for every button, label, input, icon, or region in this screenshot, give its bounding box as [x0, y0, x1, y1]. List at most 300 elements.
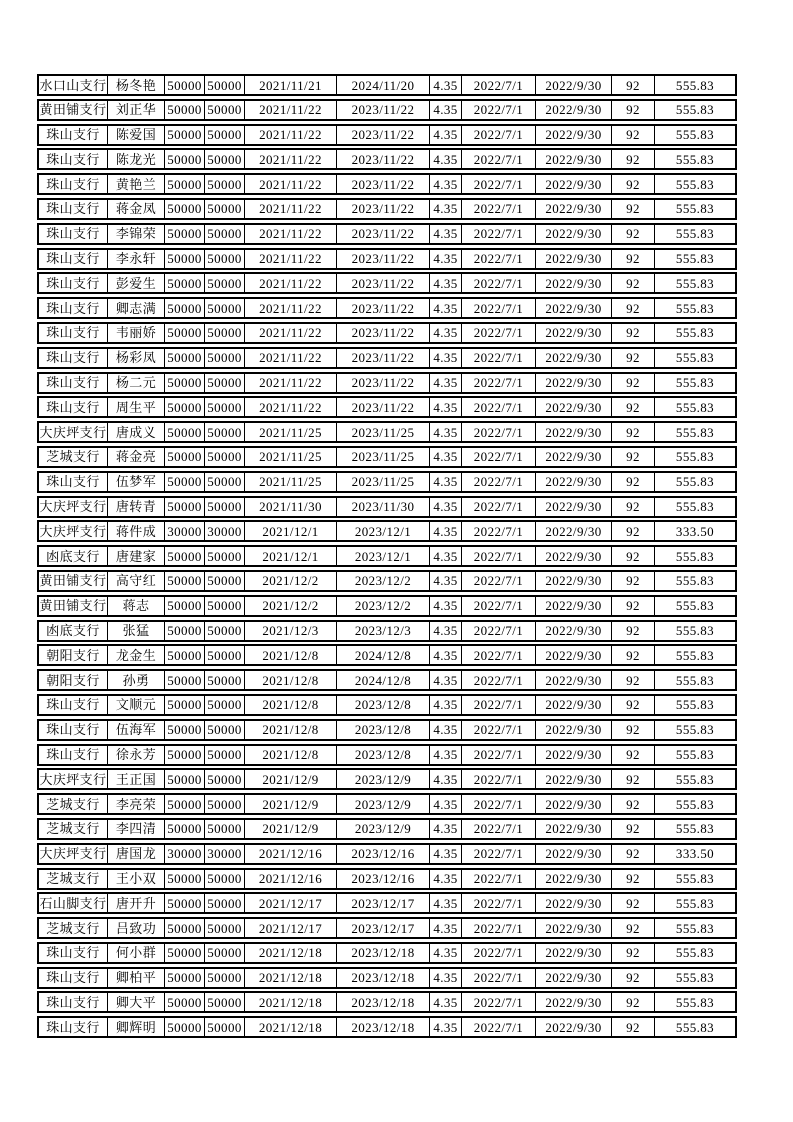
cell-interest-amount: 555.83 — [675, 573, 715, 589]
cell-branch: 大庆坪支行 — [39, 523, 107, 539]
cell-maturity-date: 2023/12/9 — [337, 795, 430, 813]
cell-interest-rate: 4.35 — [430, 398, 462, 416]
cell-balance-amount: 50000 — [205, 721, 245, 739]
cell-principal-amount: 50000 — [165, 274, 205, 292]
cell-interest-amount: 555.83 — [675, 895, 715, 911]
cell-branch: 芝城支行 — [39, 870, 108, 888]
cell-maturity-date: 2024/12/8 — [337, 646, 430, 664]
cell-accrual-start-date: 2022/7/1 — [462, 299, 536, 317]
cell-accrual-start-date: 2022/7/1 — [462, 398, 536, 416]
cell-start-date: 2021/12/8 — [245, 646, 337, 664]
cell-maturity-date: 2023/11/22 — [337, 150, 430, 168]
cell-days-count: 92 — [612, 746, 655, 764]
cell-depositor-name: 卿大平 — [108, 993, 165, 1011]
cell-balance-amount: 50000 — [205, 671, 245, 689]
cell-accrual-end-date: 2022/9/30 — [536, 845, 612, 863]
cell-principal-amount: 50000 — [165, 126, 205, 144]
cell-accrual-start-date: 2022/7/1 — [462, 671, 536, 689]
cell-principal-amount: 50000 — [165, 349, 205, 367]
cell-accrual-end-date: 2022/9/30 — [536, 498, 612, 516]
cell-start-date: 2021/11/25 — [245, 473, 337, 491]
cell-accrual-end-date: 2022/9/30 — [536, 622, 612, 640]
cell-accrual-start-date: 2022/7/1 — [462, 101, 536, 119]
cell-accrual-end-date: 2022/9/30 — [536, 870, 612, 888]
cell-accrual-start-date: 2022/7/1 — [462, 944, 536, 962]
cell-interest-amount: 555.83 — [675, 647, 715, 663]
cell-start-date: 2021/11/22 — [245, 150, 337, 168]
cell-maturity-date: 2023/11/22 — [337, 200, 430, 218]
cell-interest-rate: 4.35 — [430, 795, 462, 813]
cell-interest-rate: 4.35 — [430, 473, 462, 491]
cell-branch: 珠山支行 — [39, 200, 108, 218]
cell-start-date: 2021/11/22 — [245, 324, 337, 342]
table-row — [37, 744, 737, 766]
cell-interest-rate: 4.35 — [430, 250, 462, 268]
cell-accrual-end-date: 2022/9/30 — [536, 969, 612, 987]
cell-branch: 大庆坪支行 — [39, 771, 107, 787]
cell-principal-amount: 50000 — [165, 423, 205, 441]
cell-maturity-date: 2023/12/8 — [337, 746, 430, 764]
cell-principal-amount: 50000 — [165, 919, 205, 937]
cell-depositor-name: 王小双 — [108, 870, 165, 888]
cell-days-count: 92 — [612, 547, 655, 565]
cell-days-count: 92 — [612, 126, 655, 144]
cell-days-count: 92 — [612, 597, 655, 615]
cell-maturity-date: 2023/12/8 — [337, 696, 430, 714]
cell-balance-amount: 50000 — [205, 175, 245, 193]
cell-balance-amount: 50000 — [205, 274, 245, 292]
cell-days-count: 92 — [612, 250, 655, 268]
cell-depositor-name: 唐开升 — [108, 894, 165, 912]
table-row — [37, 545, 737, 567]
cell-interest-amount: 555.83 — [675, 747, 715, 763]
cell-interest-rate: 4.35 — [430, 522, 462, 540]
cell-balance-amount: 50000 — [205, 993, 245, 1011]
table-row — [37, 1016, 737, 1038]
cell-balance-amount: 50000 — [205, 250, 245, 268]
cell-accrual-start-date: 2022/7/1 — [462, 572, 536, 590]
cell-maturity-date: 2023/12/1 — [337, 522, 430, 540]
cell-accrual-start-date: 2022/7/1 — [462, 175, 536, 193]
cell-accrual-start-date: 2022/7/1 — [462, 919, 536, 937]
cell-principal-amount: 50000 — [165, 374, 205, 392]
cell-branch: 芝城支行 — [39, 795, 108, 813]
cell-interest-rate: 4.35 — [430, 324, 462, 342]
cell-branch: 朝阳支行 — [39, 671, 108, 689]
cell-start-date: 2021/12/1 — [245, 522, 337, 540]
cell-start-date: 2021/12/2 — [245, 572, 337, 590]
cell-interest-rate: 4.35 — [430, 225, 462, 243]
cell-days-count: 92 — [612, 944, 655, 962]
cell-maturity-date: 2024/12/8 — [337, 671, 430, 689]
cell-balance-amount: 50000 — [205, 746, 245, 764]
cell-branch: 珠山支行 — [39, 944, 108, 962]
table-row — [37, 248, 737, 270]
cell-maturity-date: 2023/11/22 — [337, 398, 430, 416]
cell-start-date: 2021/11/25 — [245, 423, 337, 441]
cell-interest-amount: 555.83 — [675, 300, 715, 316]
cell-balance-amount: 50000 — [205, 622, 245, 640]
cell-branch: 珠山支行 — [39, 1018, 108, 1036]
cell-interest-rate: 4.35 — [430, 547, 462, 565]
cell-accrual-end-date: 2022/9/30 — [536, 76, 612, 94]
cell-depositor-name: 蒋志 — [108, 597, 165, 615]
cell-accrual-end-date: 2022/9/30 — [536, 671, 612, 689]
cell-branch: 珠山支行 — [39, 299, 108, 317]
cell-principal-amount: 50000 — [165, 1018, 205, 1036]
cell-accrual-start-date: 2022/7/1 — [462, 473, 536, 491]
cell-days-count: 92 — [612, 175, 655, 193]
cell-balance-amount: 50000 — [205, 944, 245, 962]
cell-depositor-name: 唐国龙 — [108, 845, 165, 863]
table-row — [37, 99, 737, 121]
cell-accrual-start-date: 2022/7/1 — [462, 200, 536, 218]
cell-interest-amount: 555.83 — [675, 399, 715, 415]
cell-interest-rate: 4.35 — [430, 746, 462, 764]
cell-balance-amount: 50000 — [205, 969, 245, 987]
cell-accrual-start-date: 2022/7/1 — [462, 547, 536, 565]
cell-start-date: 2021/11/30 — [245, 498, 337, 516]
cell-days-count: 92 — [612, 894, 655, 912]
cell-balance-amount: 50000 — [205, 374, 245, 392]
cell-principal-amount: 50000 — [165, 473, 205, 491]
cell-balance-amount: 50000 — [205, 919, 245, 937]
cell-days-count: 92 — [612, 919, 655, 937]
cell-accrual-start-date: 2022/7/1 — [462, 770, 536, 788]
cell-accrual-end-date: 2022/9/30 — [536, 299, 612, 317]
cell-days-count: 92 — [612, 225, 655, 243]
cell-interest-rate: 4.35 — [430, 200, 462, 218]
cell-start-date: 2021/11/22 — [245, 101, 337, 119]
cell-depositor-name: 何小群 — [108, 944, 165, 962]
cell-accrual-end-date: 2022/9/30 — [536, 894, 612, 912]
cell-interest-amount: 555.83 — [675, 548, 715, 564]
cell-principal-amount: 50000 — [165, 993, 205, 1011]
cell-interest-amount: 555.83 — [675, 275, 715, 291]
cell-accrual-end-date: 2022/9/30 — [536, 795, 612, 813]
cell-maturity-date: 2023/12/1 — [337, 547, 430, 565]
table-row — [37, 843, 737, 865]
cell-start-date: 2021/12/8 — [245, 696, 337, 714]
table-row — [37, 520, 737, 542]
cell-accrual-start-date: 2022/7/1 — [462, 795, 536, 813]
cell-start-date: 2021/12/18 — [245, 993, 337, 1011]
cell-days-count: 92 — [612, 473, 655, 491]
cell-start-date: 2021/11/25 — [245, 448, 337, 466]
cell-start-date: 2021/12/2 — [245, 597, 337, 615]
cell-balance-amount: 30000 — [205, 522, 245, 540]
cell-interest-amount: 555.83 — [675, 945, 715, 961]
cell-accrual-start-date: 2022/7/1 — [462, 646, 536, 664]
cell-principal-amount: 50000 — [165, 547, 205, 565]
cell-start-date: 2021/12/3 — [245, 622, 337, 640]
cell-branch: 黄田铺支行 — [39, 598, 107, 614]
cell-interest-amount: 555.83 — [675, 672, 715, 688]
cell-accrual-end-date: 2022/9/30 — [536, 250, 612, 268]
cell-interest-rate: 4.35 — [430, 597, 462, 615]
cell-principal-amount: 50000 — [165, 770, 205, 788]
cell-days-count: 92 — [612, 101, 655, 119]
cell-depositor-name: 刘正华 — [108, 101, 165, 119]
cell-accrual-end-date: 2022/9/30 — [536, 1018, 612, 1036]
cell-start-date: 2021/11/22 — [245, 126, 337, 144]
cell-branch: 芝城支行 — [39, 820, 108, 838]
cell-depositor-name: 唐建家 — [108, 547, 165, 565]
cell-accrual-end-date: 2022/9/30 — [536, 993, 612, 1011]
cell-balance-amount: 50000 — [205, 398, 245, 416]
cell-days-count: 92 — [612, 721, 655, 739]
table-row — [37, 347, 737, 369]
cell-balance-amount: 50000 — [205, 820, 245, 838]
cell-interest-rate: 4.35 — [430, 498, 462, 516]
cell-accrual-end-date: 2022/9/30 — [536, 423, 612, 441]
cell-accrual-end-date: 2022/9/30 — [536, 746, 612, 764]
cell-depositor-name: 陈龙光 — [108, 150, 165, 168]
cell-depositor-name: 韦丽娇 — [108, 324, 165, 342]
table-row — [37, 322, 737, 344]
cell-balance-amount: 50000 — [205, 547, 245, 565]
cell-maturity-date: 2023/12/18 — [337, 1018, 430, 1036]
cell-principal-amount: 50000 — [165, 969, 205, 987]
cell-interest-rate: 4.35 — [430, 944, 462, 962]
cell-principal-amount: 50000 — [165, 299, 205, 317]
cell-interest-rate: 4.35 — [430, 845, 462, 863]
cell-principal-amount: 30000 — [165, 522, 205, 540]
cell-accrual-start-date: 2022/7/1 — [462, 498, 536, 516]
cell-start-date: 2021/11/22 — [245, 349, 337, 367]
cell-interest-amount: 555.83 — [675, 1019, 715, 1035]
cell-branch: 大庆坪支行 — [39, 424, 107, 440]
cell-start-date: 2021/11/21 — [245, 76, 337, 94]
cell-accrual-start-date: 2022/7/1 — [462, 597, 536, 615]
cell-balance-amount: 50000 — [205, 1018, 245, 1036]
cell-maturity-date: 2023/11/22 — [337, 274, 430, 292]
cell-principal-amount: 50000 — [165, 820, 205, 838]
cell-accrual-end-date: 2022/9/30 — [536, 324, 612, 342]
cell-accrual-start-date: 2022/7/1 — [462, 746, 536, 764]
cell-principal-amount: 50000 — [165, 572, 205, 590]
cell-interest-amount: 555.83 — [675, 325, 715, 341]
cell-principal-amount: 50000 — [165, 597, 205, 615]
cell-accrual-start-date: 2022/7/1 — [462, 894, 536, 912]
cell-start-date: 2021/12/18 — [245, 969, 337, 987]
cell-maturity-date: 2023/12/17 — [337, 894, 430, 912]
table-row — [37, 496, 737, 518]
cell-principal-amount: 50000 — [165, 150, 205, 168]
cell-principal-amount: 50000 — [165, 696, 205, 714]
cell-days-count: 92 — [612, 423, 655, 441]
cell-interest-amount: 555.83 — [675, 499, 715, 515]
table-row — [37, 124, 737, 146]
cell-interest-rate: 4.35 — [430, 894, 462, 912]
cell-branch: 黄田铺支行 — [39, 573, 107, 589]
cell-depositor-name: 卿辉明 — [108, 1018, 165, 1036]
table-row — [37, 297, 737, 319]
cell-depositor-name: 杨彩凤 — [108, 349, 165, 367]
cell-branch: 珠山支行 — [39, 969, 108, 987]
cell-interest-amount: 555.83 — [675, 697, 715, 713]
cell-start-date: 2021/11/22 — [245, 398, 337, 416]
cell-start-date: 2021/11/22 — [245, 225, 337, 243]
table-row — [37, 198, 737, 220]
cell-accrual-start-date: 2022/7/1 — [462, 225, 536, 243]
cell-principal-amount: 50000 — [165, 671, 205, 689]
cell-depositor-name: 李锦荣 — [108, 225, 165, 243]
cell-branch: 珠山支行 — [39, 746, 108, 764]
cell-interest-amount: 555.83 — [675, 771, 715, 787]
deposit-interest-table — [37, 74, 737, 1041]
cell-balance-amount: 50000 — [205, 696, 245, 714]
table-row — [37, 372, 737, 394]
cell-interest-rate: 4.35 — [430, 274, 462, 292]
cell-depositor-name: 蒋金凤 — [108, 200, 165, 218]
cell-accrual-end-date: 2022/9/30 — [536, 597, 612, 615]
cell-start-date: 2021/12/8 — [245, 746, 337, 764]
cell-balance-amount: 50000 — [205, 795, 245, 813]
cell-days-count: 92 — [612, 870, 655, 888]
cell-principal-amount: 50000 — [165, 894, 205, 912]
cell-start-date: 2021/12/18 — [245, 944, 337, 962]
cell-branch: 凼底支行 — [39, 547, 108, 565]
cell-balance-amount: 50000 — [205, 870, 245, 888]
cell-accrual-start-date: 2022/7/1 — [462, 820, 536, 838]
cell-start-date: 2021/12/16 — [245, 870, 337, 888]
cell-days-count: 92 — [612, 845, 655, 863]
cell-balance-amount: 50000 — [205, 498, 245, 516]
cell-depositor-name: 王正国 — [108, 770, 165, 788]
table-row — [37, 818, 737, 840]
cell-branch: 石山脚支行 — [39, 895, 107, 911]
cell-days-count: 92 — [612, 969, 655, 987]
cell-accrual-start-date: 2022/7/1 — [462, 696, 536, 714]
cell-accrual-end-date: 2022/9/30 — [536, 473, 612, 491]
cell-interest-amount: 555.83 — [675, 796, 715, 812]
cell-accrual-end-date: 2022/9/30 — [536, 274, 612, 292]
cell-days-count: 92 — [612, 696, 655, 714]
cell-accrual-end-date: 2022/9/30 — [536, 200, 612, 218]
cell-branch: 大庆坪支行 — [39, 499, 107, 515]
table-row — [37, 74, 737, 96]
cell-principal-amount: 50000 — [165, 175, 205, 193]
cell-maturity-date: 2023/11/25 — [337, 423, 430, 441]
cell-accrual-start-date: 2022/7/1 — [462, 870, 536, 888]
cell-depositor-name: 李四清 — [108, 820, 165, 838]
table-row — [37, 942, 737, 964]
cell-interest-amount: 555.83 — [675, 821, 715, 837]
cell-interest-amount: 555.83 — [675, 424, 715, 440]
cell-accrual-start-date: 2022/7/1 — [462, 721, 536, 739]
cell-interest-amount: 555.83 — [675, 127, 715, 143]
cell-depositor-name: 伍梦军 — [108, 473, 165, 491]
cell-accrual-start-date: 2022/7/1 — [462, 845, 536, 863]
cell-accrual-start-date: 2022/7/1 — [462, 522, 536, 540]
cell-branch: 珠山支行 — [39, 324, 108, 342]
cell-days-count: 92 — [612, 622, 655, 640]
table-row — [37, 768, 737, 790]
cell-maturity-date: 2023/12/2 — [337, 597, 430, 615]
table-row — [37, 223, 737, 245]
cell-interest-rate: 4.35 — [430, 572, 462, 590]
cell-days-count: 92 — [612, 993, 655, 1011]
cell-days-count: 92 — [612, 374, 655, 392]
cell-balance-amount: 50000 — [205, 126, 245, 144]
table-row — [37, 694, 737, 716]
cell-accrual-start-date: 2022/7/1 — [462, 150, 536, 168]
cell-days-count: 92 — [612, 349, 655, 367]
cell-depositor-name: 徐永芳 — [108, 746, 165, 764]
cell-principal-amount: 50000 — [165, 398, 205, 416]
cell-depositor-name: 陈爱国 — [108, 126, 165, 144]
cell-days-count: 92 — [612, 572, 655, 590]
cell-maturity-date: 2023/11/22 — [337, 324, 430, 342]
cell-balance-amount: 50000 — [205, 349, 245, 367]
table-row — [37, 173, 737, 195]
table-row — [37, 644, 737, 666]
cell-depositor-name: 卿柏平 — [108, 969, 165, 987]
cell-depositor-name: 高守红 — [108, 572, 165, 590]
cell-maturity-date: 2023/11/22 — [337, 225, 430, 243]
cell-branch: 朝阳支行 — [39, 646, 108, 664]
cell-accrual-end-date: 2022/9/30 — [536, 349, 612, 367]
cell-start-date: 2021/11/22 — [245, 374, 337, 392]
cell-accrual-start-date: 2022/7/1 — [462, 993, 536, 1011]
cell-interest-amount: 555.83 — [675, 474, 715, 490]
cell-branch: 珠山支行 — [39, 150, 108, 168]
cell-maturity-date: 2023/12/16 — [337, 845, 430, 863]
cell-start-date: 2021/11/22 — [245, 299, 337, 317]
cell-depositor-name: 周生平 — [108, 398, 165, 416]
cell-depositor-name: 文顺元 — [108, 696, 165, 714]
cell-interest-amount: 555.83 — [675, 375, 715, 391]
cell-branch: 珠山支行 — [39, 696, 108, 714]
cell-accrual-end-date: 2022/9/30 — [536, 225, 612, 243]
cell-days-count: 92 — [612, 448, 655, 466]
cell-start-date: 2021/12/9 — [245, 770, 337, 788]
cell-accrual-end-date: 2022/9/30 — [536, 919, 612, 937]
cell-maturity-date: 2023/12/2 — [337, 572, 430, 590]
cell-interest-amount: 333.50 — [675, 523, 715, 539]
cell-interest-rate: 4.35 — [430, 374, 462, 392]
cell-maturity-date: 2023/11/22 — [337, 175, 430, 193]
cell-days-count: 92 — [612, 770, 655, 788]
cell-principal-amount: 50000 — [165, 646, 205, 664]
cell-maturity-date: 2023/12/18 — [337, 993, 430, 1011]
cell-maturity-date: 2023/12/3 — [337, 622, 430, 640]
cell-depositor-name: 龙金生 — [108, 646, 165, 664]
cell-interest-rate: 4.35 — [430, 448, 462, 466]
cell-principal-amount: 50000 — [165, 76, 205, 94]
cell-interest-rate: 4.35 — [430, 870, 462, 888]
cell-depositor-name: 彭爱生 — [108, 274, 165, 292]
table-row — [37, 446, 737, 468]
cell-days-count: 92 — [612, 200, 655, 218]
cell-days-count: 92 — [612, 324, 655, 342]
cell-accrual-start-date: 2022/7/1 — [462, 126, 536, 144]
cell-depositor-name: 黄艳兰 — [108, 175, 165, 193]
cell-balance-amount: 50000 — [205, 448, 245, 466]
cell-maturity-date: 2023/12/8 — [337, 721, 430, 739]
cell-accrual-end-date: 2022/9/30 — [536, 175, 612, 193]
cell-interest-rate: 4.35 — [430, 919, 462, 937]
table-row — [37, 396, 737, 418]
cell-interest-rate: 4.35 — [430, 299, 462, 317]
cell-accrual-end-date: 2022/9/30 — [536, 721, 612, 739]
cell-balance-amount: 50000 — [205, 646, 245, 664]
cell-balance-amount: 50000 — [205, 423, 245, 441]
cell-accrual-end-date: 2022/9/30 — [536, 572, 612, 590]
cell-branch: 芝城支行 — [39, 448, 108, 466]
cell-start-date: 2021/11/22 — [245, 175, 337, 193]
